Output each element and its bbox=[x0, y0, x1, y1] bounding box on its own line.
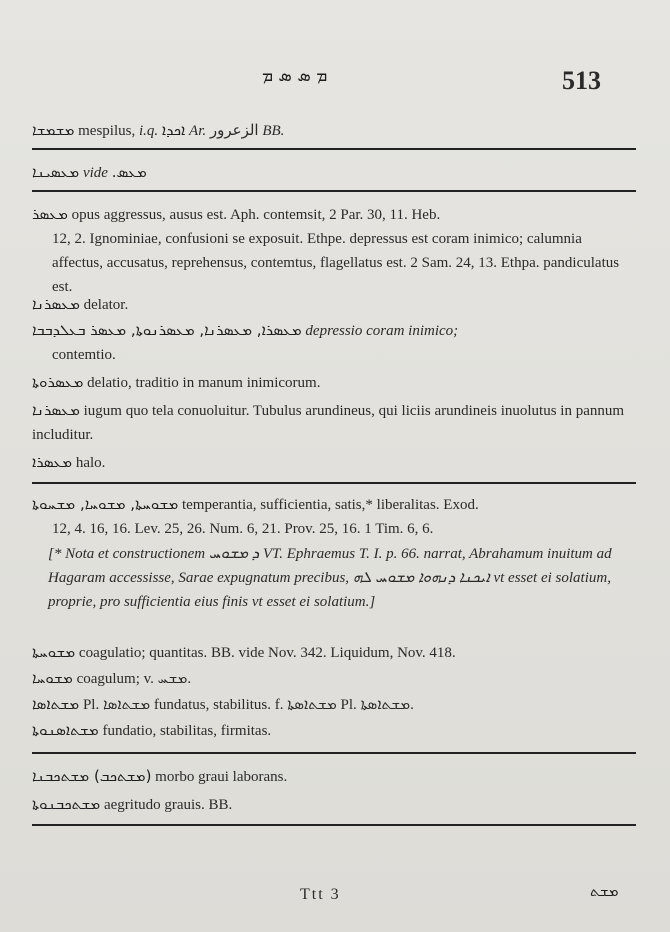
signature-mark: Ttt 3 bbox=[300, 886, 341, 903]
page-number: 513 bbox=[562, 66, 601, 95]
divider bbox=[32, 482, 636, 484]
entry-iugum: ܡܥܣܪܢܐ iugum quo tela conuoluitur. Tubulus arundineus, qui liciis arundineis inuolutus in pannum includitur. bbox=[32, 401, 625, 443]
entry-fundatus: ܡܫܬܐܣܐ Pl. ܡܫܬܐܣܐ fundatus, stabilitus. f. ܡܫܬܐܣܬܐ Pl. ܡܫܬܐܣܬܐ. bbox=[32, 695, 414, 713]
divider bbox=[32, 190, 636, 192]
entry-morbo: (ܡܫܬܟܒ) ܡܫܬܟܒܢܐ morbo graui laborans. bbox=[32, 767, 288, 785]
entry-coagulum: ܡܫܘܚܐ coagulum; v. ܡܫܚ. bbox=[32, 669, 192, 687]
entry-fundatio: ܡܫܬܐܣܢܘܬܐ fundatio, stabilitas, firmitas. bbox=[32, 721, 272, 739]
entry-opus-aggressus: ܡܥܣܪ opus aggressus, ausus est. Aph. contemsit, 2 Par. 30, 11. Heb. 12, 2. Ignominiae, confusioni se exposuit. Ethpe. depressus est coram inimico; calumnia affectus, accusatus, reprehensus, contemtus, flagellatus est. 2 Sam. 24, 13. Ethpa. pandiculatus est. bbox=[32, 205, 620, 295]
catchword: ܡܫܬ bbox=[590, 882, 619, 900]
entry-aegritudo: ܡܫܬܟܒܢܘܬܐ aegritudo grauis. BB. bbox=[32, 795, 233, 813]
footnote: [* Nota et constructionem ܕ ܡܫܘܚ VT. Ephraemus T. I. p. 66. narrat, Abrahamum inuitum ad Hagaram accessisse, Sarae expugnatum precibus, ܐܝܟܢܐ ܕܢܗܘܐ ܡܫܘܚ ܠܗ vt esset ei solatium, proprie, pro sufficientia eius finis vt esset ei solatium.] bbox=[48, 546, 612, 610]
entry-delator: ܡܥܣܪܢܐ delator. bbox=[32, 295, 129, 313]
entry-delatio: ܡܥܣܪܘܬܐ delatio, traditio in manum inimicorum. bbox=[32, 373, 321, 391]
entry-coagulatio: ܡܫܘܚܬܐ coagulatio; quantitas. BB. vide Nov. 342. Liquidum, Nov. 418. bbox=[32, 643, 456, 661]
entry-vide: ܡܥܣܝܢܐ vide ܡܥܣ. bbox=[32, 163, 147, 181]
entry-depressio: ܡܥܣܪܐ, ܡܥܣܪܢܐ, ܡܥܣܪܢܘܬܐ, ܡܥܣܪ ܒܥܠܕܒܒܐ depressio coram inimico; contemtio. bbox=[32, 321, 459, 363]
running-head: ܡ ܣ ܣ ܡ bbox=[262, 66, 328, 86]
entry-halo: ܡܥܣܪܐ halo. bbox=[32, 453, 106, 471]
entry-temperantia: ܡܫܘܚܬܐ, ܡܫܘܚܐ, ܡܫܚܘܬܐ temperantia, sufficientia, satis,* liberalitas. Exod. 12, 4. 16, 16. Lev. 25, 26. Num. 6, 21. Prov. 25, 16. 1 Tim. 6, 6. bbox=[32, 495, 479, 537]
divider bbox=[32, 752, 636, 754]
divider bbox=[32, 148, 636, 150]
divider bbox=[32, 824, 636, 826]
entry-mespilus: ܡܫܡܫܐ mespilus, i.q. ܐܟܕܐ Ar. الزعرور BB. bbox=[32, 121, 285, 139]
